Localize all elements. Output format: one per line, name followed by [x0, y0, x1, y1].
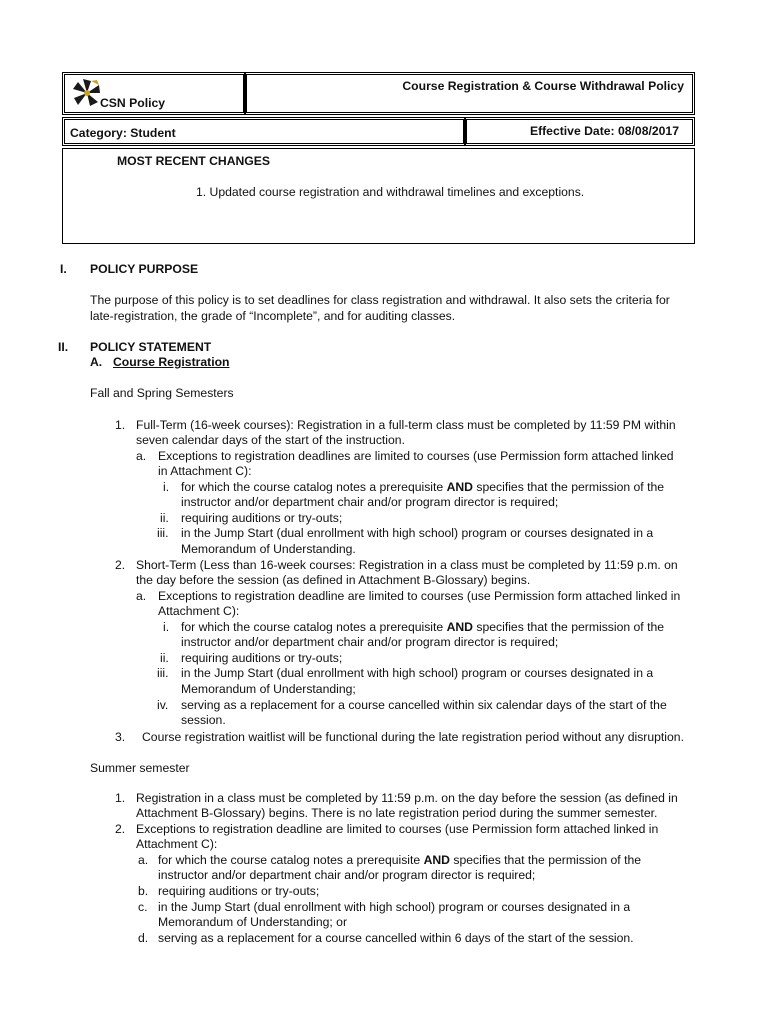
fs-item1-i-line1	[181, 480, 664, 496]
summer-item1-line1: Registration in a class must be completed by 11:59 p.m. on the day before the session (as defined in	[136, 791, 678, 805]
category-label: Category: Student	[70, 126, 176, 140]
fs-item2-iv-line1: serving as a replacement for a course cancelled within six calendar days of the start of the	[181, 698, 667, 712]
fs-item1-i-line2: instructor and/or department chair and/or program director is required;	[181, 495, 559, 509]
summer-item2-b-text: requiring auditions or try-outs;	[158, 884, 320, 898]
fs-item1-i-number: i.	[163, 480, 170, 494]
fs-item2-a-line2: Attachment C):	[158, 604, 240, 618]
fs-item1-a-line1: Exceptions to registration deadlines are limited to courses (use Permission form attached linked	[158, 449, 674, 463]
fs-item1-iii-line1: in the Jump Start (dual enrollment with high school) program or courses designated in a	[181, 526, 654, 540]
fs-item2-line2: the day before the session (as defined in Attachment B-Glossary) begins.	[136, 573, 531, 587]
summer-item2-line2: Attachment C):	[136, 837, 218, 851]
fs-item2-a-letter: a.	[136, 589, 147, 603]
summer-item2-a-post: specifies that the permission of the	[449, 853, 642, 867]
fs-item2-i-line2: instructor and/or department chair and/or program director is required;	[181, 635, 559, 649]
fs-item2-i-bold: AND	[446, 620, 473, 634]
section2-numeral: II.	[58, 340, 69, 354]
fs-item2-i-pre: for which the course catalog notes a prerequisite	[181, 620, 447, 634]
fs-item1-number: 1.	[115, 418, 126, 432]
fs-item1-ii-text: requiring auditions or try-outs;	[181, 511, 343, 525]
fs-item1-i-post: specifies that the permission of the	[472, 480, 665, 494]
summer-item2-d-text: serving as a replacement for a course cancelled within 6 days of the start of the session.	[158, 931, 634, 945]
summer-item1-line2: Attachment B-Glossary) begins. There is no late registration period during the summer semester.	[136, 806, 658, 820]
fs-item2-a-line1: Exceptions to registration deadline are limited to courses (use Permission form attached linked in	[158, 589, 681, 603]
summer-item1-number: 1.	[115, 791, 126, 805]
fs-item2-line1: Short-Term (Less than 16-week courses: Registration in a class must be completed by 11:59 p.m. on	[136, 558, 678, 572]
fs-item2-i-post: specifies that the permission of the	[472, 620, 665, 634]
fs-item2-ii-text: requiring auditions or try-outs;	[181, 651, 343, 665]
fs-item1-i-pre: for which the course catalog notes a prerequisite	[181, 480, 447, 494]
section1-numeral: I.	[60, 262, 67, 276]
summer-item2-a-line1	[158, 853, 641, 869]
fs-item1-i-bold: AND	[446, 480, 473, 494]
fs-item1-line2: seven calendar days of the start of the instruction.	[136, 433, 405, 447]
section1-heading: POLICY PURPOSE	[90, 262, 199, 276]
fs-item2-iii-line2: Memorandum of Understanding;	[181, 682, 356, 696]
summer-item2-a-line2: instructor and/or department chair and/or program director is required;	[158, 868, 536, 882]
summer-item2-b-number: b.	[138, 884, 149, 898]
subsection-a-heading: Course Registration	[113, 355, 230, 369]
fs-item1-a-line2: in Attachment C):	[158, 464, 252, 478]
org-label: CSN Policy	[100, 96, 166, 110]
fs-item1-line1: Full-Term (16-week courses): Registration in a full-term class must be completed by 11:59 PM within	[136, 418, 676, 432]
section2-heading: POLICY STATEMENT	[90, 340, 212, 354]
section1-paragraph-line2: late-registration, the grade of “Incomplete”, and for auditing classes.	[90, 309, 456, 323]
fs-item2-i-number: i.	[163, 620, 170, 634]
changes-heading: MOST RECENT CHANGES	[117, 154, 271, 168]
fs-item2-iv-line2: session.	[181, 713, 226, 727]
summer-item2-number: 2.	[115, 822, 126, 836]
subsection-a-letter: A.	[90, 355, 103, 369]
summer-item2-d-number: d.	[138, 931, 149, 945]
fs-item2-ii-number: ii.	[160, 651, 169, 665]
fall-spring-heading: Fall and Spring Semesters	[90, 386, 234, 400]
fs-item2-number: 2.	[115, 558, 126, 572]
fs-item1-ii-number: ii.	[160, 511, 169, 525]
summer-item2-a-number: a.	[138, 853, 149, 867]
summer-item2-c-line1: in the Jump Start (dual enrollment with high school) program or courses designated in a	[158, 900, 631, 914]
section1-paragraph-line1: The purpose of this policy is to set deadlines for class registration and withdrawal. It also sets the criteria for	[90, 293, 670, 307]
fs-item3-text: Course registration waitlist will be functional during the late registration period without any disruption.	[142, 730, 684, 744]
fs-item2-i-line1	[181, 620, 664, 636]
fs-item1-a-letter: a.	[136, 449, 147, 463]
fs-item2-iv-number: iv.	[157, 698, 169, 712]
fs-item1-iii-number: iii.	[157, 526, 169, 540]
csn-logo-icon	[70, 76, 104, 110]
summer-item2-a-pre: for which the course catalog notes a prerequisite	[158, 853, 424, 867]
fs-item2-iii-line1: in the Jump Start (dual enrollment with high school) program or courses designated in a	[181, 666, 654, 680]
fs-item2-iii-number: iii.	[157, 666, 169, 680]
fs-item1-iii-line2: Memorandum of Understanding.	[181, 542, 356, 556]
effective-date: Effective Date: 08/08/2017	[529, 124, 679, 138]
changes-item: 1. Updated course registration and withdrawal timelines and exceptions.	[196, 185, 585, 199]
fs-item3-number: 3.	[115, 730, 126, 744]
summer-item2-c-number: c.	[138, 900, 148, 914]
summer-item2-line1: Exceptions to registration deadline are limited to courses (use Permission form attached linked in	[136, 822, 659, 836]
policy-title: Course Registration & Course Withdrawal Policy	[402, 79, 684, 93]
summer-item2-a-bold: AND	[423, 853, 450, 867]
summer-heading: Summer semester	[90, 761, 190, 775]
summer-item2-c-line2: Memorandum of Understanding; or	[158, 915, 348, 929]
